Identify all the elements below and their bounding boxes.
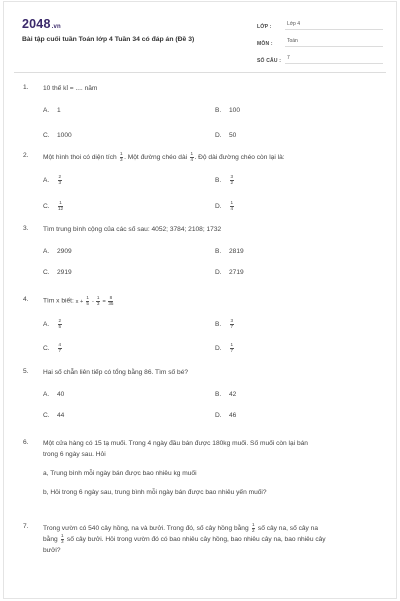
question-3 xyxy=(23,225,375,282)
option-b[interactable] xyxy=(215,391,236,398)
denominator: 12 xyxy=(58,205,64,211)
option-letter: C. xyxy=(43,131,50,139)
option-text: 42 xyxy=(229,390,237,398)
page-title: Bài tập cuối tuần Toán lớp 4 Tuần 34 có đáp án (Đề 3) xyxy=(22,36,195,43)
denominator: 2 xyxy=(252,527,255,533)
option-c[interactable] xyxy=(43,269,72,276)
option-d[interactable] xyxy=(215,201,235,211)
numerator: 1 xyxy=(252,522,255,527)
options xyxy=(43,236,375,282)
question-number: 2. xyxy=(23,152,29,159)
option-letter: D. xyxy=(215,344,222,352)
fraction xyxy=(96,296,100,306)
option-d[interactable] xyxy=(215,412,236,419)
options xyxy=(43,307,375,357)
option-a[interactable] xyxy=(43,175,63,185)
meta-label: LỚP : xyxy=(257,24,272,30)
option-text: 44 xyxy=(57,411,65,419)
question-2 xyxy=(23,152,375,213)
numerator: 1 xyxy=(86,295,89,300)
option-letter: A. xyxy=(43,177,50,185)
fraction xyxy=(230,175,234,185)
numerator: 3 xyxy=(230,174,234,180)
option-c[interactable] xyxy=(43,201,64,211)
option-text: 50 xyxy=(229,131,237,139)
stem-text: bằng xyxy=(43,536,58,544)
fraction xyxy=(230,343,234,353)
question-stem xyxy=(43,152,375,163)
question-stem: Hai số chẵn liên tiếp có tổng bằng 86. Tìm số bé? xyxy=(43,369,189,376)
option-text: 2819 xyxy=(229,247,244,255)
expr-text: = xyxy=(102,298,106,305)
option-a[interactable] xyxy=(43,319,63,329)
denominator: 5 xyxy=(86,300,89,306)
option-letter: B. xyxy=(215,320,222,328)
option-letter: A. xyxy=(43,106,50,114)
fraction xyxy=(190,152,194,162)
denominator: 7 xyxy=(230,323,234,329)
sub-question-a: a, Trung bình mỗi ngày bán được bao nhiêu kg muối xyxy=(43,470,197,477)
question-number: 3. xyxy=(23,225,29,232)
fraction xyxy=(120,152,124,162)
stem-line: Một cửa hàng có 15 tạ muối. Trong 4 ngày đầu bán được 180kg muối. Số muối còn lại bán xyxy=(43,440,308,447)
option-letter: A. xyxy=(43,320,50,328)
numerator: 1 xyxy=(190,151,193,156)
meta-subject xyxy=(257,33,383,47)
option-letter: C. xyxy=(43,344,50,352)
denominator: 4 xyxy=(190,156,193,162)
sub-question-b: b, Hỏi trong 6 ngày sau, trung bình mỗi ngày bán được bao nhiêu yến muối? xyxy=(43,489,267,496)
option-letter: D. xyxy=(215,131,222,139)
fraction xyxy=(58,201,63,211)
question-number: 6. xyxy=(23,439,29,446)
denominator: 5 xyxy=(58,323,62,329)
question-7 xyxy=(23,523,375,556)
stem-line: bưởi? xyxy=(43,546,61,554)
numerator: 1 xyxy=(96,295,100,300)
meta-value: 7 xyxy=(285,55,383,64)
stem-line xyxy=(43,523,375,534)
denominator: 3 xyxy=(96,300,100,306)
numerator: 1 xyxy=(61,533,64,539)
stem-text: số cây bưởi. Hỏi trong vườn đó có bao nhiêu cây hồng, bao nhiêu cây na, bao nhiêu cây xyxy=(66,536,326,544)
option-b[interactable] xyxy=(215,107,240,114)
numerator: 1 xyxy=(59,200,62,206)
meta-info xyxy=(257,16,383,67)
meta-label: SỐ CÂU : xyxy=(257,58,282,64)
logo-text: 2048 xyxy=(22,17,51,31)
option-b[interactable] xyxy=(215,248,244,255)
question-stem: Tìm trung bình cộng của các số sau: 4052; 3784; 2108; 1732 xyxy=(43,226,222,233)
option-c[interactable] xyxy=(43,343,63,353)
option-c[interactable] xyxy=(43,132,72,139)
numerator: 2 xyxy=(58,174,62,180)
option-text: 2919 xyxy=(57,268,72,276)
meta-class xyxy=(257,16,383,30)
meta-count xyxy=(257,50,383,64)
option-text: 2719 xyxy=(229,268,244,276)
denominator: 35 xyxy=(108,300,114,306)
question-4 xyxy=(23,296,375,357)
numerator: 8 xyxy=(109,295,113,300)
worksheet xyxy=(3,1,397,599)
option-letter: B. xyxy=(215,390,222,398)
expression xyxy=(75,295,115,306)
fraction xyxy=(252,523,256,533)
numerator: 1 xyxy=(120,151,123,156)
option-letter: D. xyxy=(215,411,222,419)
option-text: 1000 xyxy=(57,131,72,139)
header xyxy=(4,2,396,68)
stem-text: Tìm x biết: xyxy=(43,297,74,305)
logo-suffix: .vn xyxy=(51,24,61,30)
fraction xyxy=(58,319,62,329)
question-stem xyxy=(43,296,375,307)
expr-text: x + xyxy=(75,298,84,305)
options xyxy=(43,95,375,141)
expr-text: - xyxy=(91,298,94,305)
options xyxy=(43,379,375,425)
denominator: 3 xyxy=(61,538,64,544)
question-5 xyxy=(23,368,375,425)
question-stem: 10 thế kỉ = .... năm xyxy=(43,85,98,92)
option-a[interactable] xyxy=(43,391,64,398)
option-letter: B. xyxy=(215,106,222,114)
numerator: 3 xyxy=(230,318,234,324)
site-logo[interactable] xyxy=(22,17,61,31)
denominator: 3 xyxy=(120,156,123,162)
numerator: 4 xyxy=(58,342,62,348)
denominator: 3 xyxy=(58,179,62,185)
fraction xyxy=(86,296,90,306)
stem-line xyxy=(43,534,375,545)
option-c[interactable] xyxy=(43,412,64,419)
denominator: 2 xyxy=(230,179,234,185)
option-d[interactable] xyxy=(215,343,235,353)
stem-text: số cây na, số cây na xyxy=(257,524,319,532)
fraction xyxy=(61,534,65,544)
numerator: 1 xyxy=(230,342,234,348)
options xyxy=(43,163,375,213)
option-letter: C. xyxy=(43,411,50,419)
option-letter: C. xyxy=(43,203,50,211)
question-number: 5. xyxy=(23,368,29,375)
option-letter: A. xyxy=(43,247,50,255)
meta-value: Toán xyxy=(285,38,383,47)
fraction xyxy=(108,296,113,306)
option-letter: B. xyxy=(215,247,222,255)
fraction xyxy=(58,343,62,353)
option-text: 100 xyxy=(229,106,241,114)
option-text: 40 xyxy=(57,390,65,398)
meta-value: Lớp 4 xyxy=(285,21,383,30)
stem-line: trong 6 ngày sau. Hỏi xyxy=(43,450,106,458)
question-number: 1. xyxy=(23,84,29,91)
fraction xyxy=(230,319,234,329)
question-6 xyxy=(23,439,375,498)
denominator: 7 xyxy=(58,347,62,353)
stem-text: . Một đường chéo dài xyxy=(124,153,188,161)
question-number: 4. xyxy=(23,296,29,303)
divider xyxy=(14,72,386,73)
stem-text: . Độ dài đường chéo còn lại là: xyxy=(194,153,285,161)
meta-label: MÔN : xyxy=(257,41,273,47)
option-text: 2909 xyxy=(57,247,72,255)
option-d[interactable] xyxy=(215,269,244,276)
option-b[interactable] xyxy=(215,175,235,185)
option-letter: C. xyxy=(43,268,50,276)
option-a[interactable] xyxy=(43,107,61,114)
fraction xyxy=(58,175,62,185)
option-b[interactable] xyxy=(215,319,235,329)
denominator: 4 xyxy=(230,205,234,211)
question-1 xyxy=(23,84,375,141)
option-letter: B. xyxy=(215,177,222,185)
option-a[interactable] xyxy=(43,248,72,255)
question-stem xyxy=(43,439,375,460)
numerator: 1 xyxy=(230,200,234,206)
option-d[interactable] xyxy=(215,132,236,139)
fraction xyxy=(230,201,234,211)
stem-text: Trong vườn có 540 cây hồng, na và bưởi. Trong đó, số cây hồng bằng xyxy=(43,524,249,532)
option-letter: D. xyxy=(215,203,222,211)
option-text: 46 xyxy=(229,411,237,419)
question-number: 7. xyxy=(23,523,29,530)
option-letter: D. xyxy=(215,268,222,276)
question-stem xyxy=(43,523,375,556)
option-text: 1 xyxy=(57,106,61,114)
option-letter: A. xyxy=(43,390,50,398)
stem-text: Một hình thoi có diện tích xyxy=(43,153,117,161)
numerator: 2 xyxy=(58,318,62,324)
denominator: 7 xyxy=(230,347,234,353)
